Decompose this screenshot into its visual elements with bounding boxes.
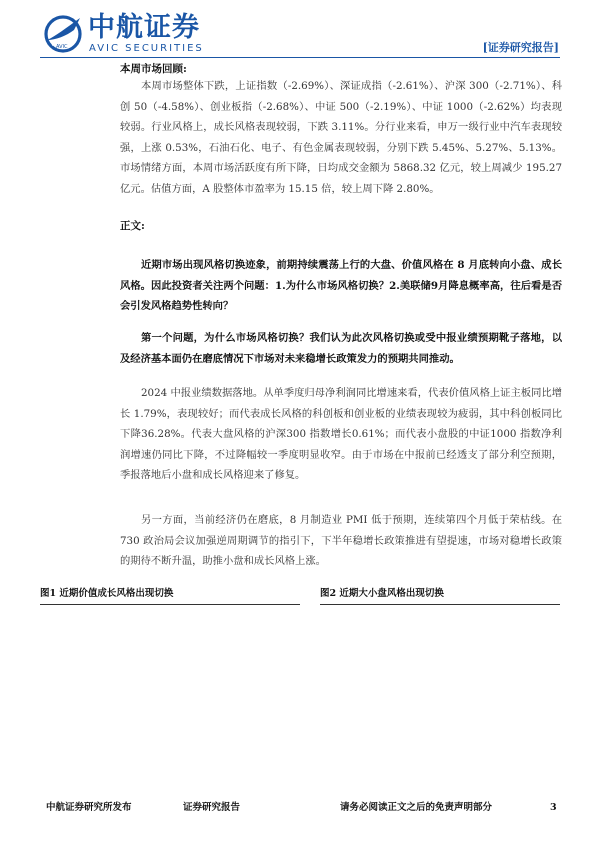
footer-disclaimer: 请务必阅读正文之后的免责声明部分: [340, 802, 493, 813]
page-number: 3: [550, 802, 557, 813]
footer-report-type: 证券研究报告: [183, 802, 241, 813]
report-type-tag: [证券研究报告]: [482, 41, 559, 54]
question-one-paragraph: 第一个问题，为什么市场风格切换？我们认为此次风格切换或受中报业绩预期靴子落地，以及经济基本面仍在磨底情况下市场对未来稳增长政策发力的预期共同推动。: [120, 332, 562, 365]
brand-name-cn: 中航证券: [88, 12, 200, 43]
figure-2-rule: [320, 604, 560, 605]
header-divider: [40, 57, 560, 58]
figure-1-caption: 图1 近期价值成长风格出现切换: [40, 588, 174, 599]
main-text-heading: 正文:: [120, 220, 145, 232]
avic-logo-icon: [44, 14, 82, 54]
footer-publisher: 中航证券研究所发布: [46, 802, 132, 813]
brand-name-en: AVIC SECURITIES: [89, 43, 204, 54]
figure-1-rule: [40, 604, 300, 605]
intro-question-paragraph: 近期市场出现风格切换迹象，前期持续震荡上行的大盘、价值风格在 8 月底转向小盘、成长风格。因此投资者关注两个问题：1.为什么市场风格切换？2.美联储9月降息概率高，往后看是否会引发风格趋势性转向？: [120, 259, 562, 312]
svg-text:AVIC: AVIC: [56, 44, 68, 50]
figure-2-caption: 图2 近期大小盘风格出现切换: [320, 588, 444, 599]
weekly-review-heading: 本周市场回顾:: [120, 63, 187, 75]
policy-paragraph: 另一方面，当前经济仍在磨底，8 月制造业 PMI 低于预期，连续第四个月低于荣枯线。在 730 政治局会议加强逆周期调节的指引下，下半年稳增长政策推进有望提速，市场对稳增长政策的期待不断升温，助推小盘和成长风格上涨。: [120, 514, 562, 567]
earnings-paragraph: 2024 中报业绩数据落地。从单季度归母净利润同比增速来看，代表价值风格上证主板同比增长 1.79%，表现较好；而代表成长风格的科创板和创业板的业绩表现较为疲弱，其中科创板同比下降36.28%。代表大盘风格的沪深300 指数增长0.61%；而代表小盘股的中证1000 指数净利润增速仍同比下降，不过降幅较一季度明显收窄。由于市场在中报前已经透支了部分利空预期，季报落地后小盘和成长风格迎来了修复。: [120, 387, 562, 481]
weekly-review-paragraph: 本周市场整体下跌，上证指数（-2.69%）、深证成指（-2.61%）、沪深 300（-2.71%）、科创 50（-4.58%）、创业板指（-2.68%）、中证 500（-2.19%）、中证 1000（-2.62%）均表现较弱。行业风格上，成长风格表现较弱，下跌 3.11%。分行业来看，申万一级行业中汽车表现较强，上涨 0.53%，石油石化、电子、有色金属表现较弱，分别下跌 5.45%、5.27%、5.13%。市场情绪方面，本周市场活跃度有所下降，日均成交金额为 5868.32 亿元，较上周减少 195.27 亿元。估值方面，A 股整体市盈率为 15.15 倍，较上周下降 2.80%。: [120, 80, 562, 195]
